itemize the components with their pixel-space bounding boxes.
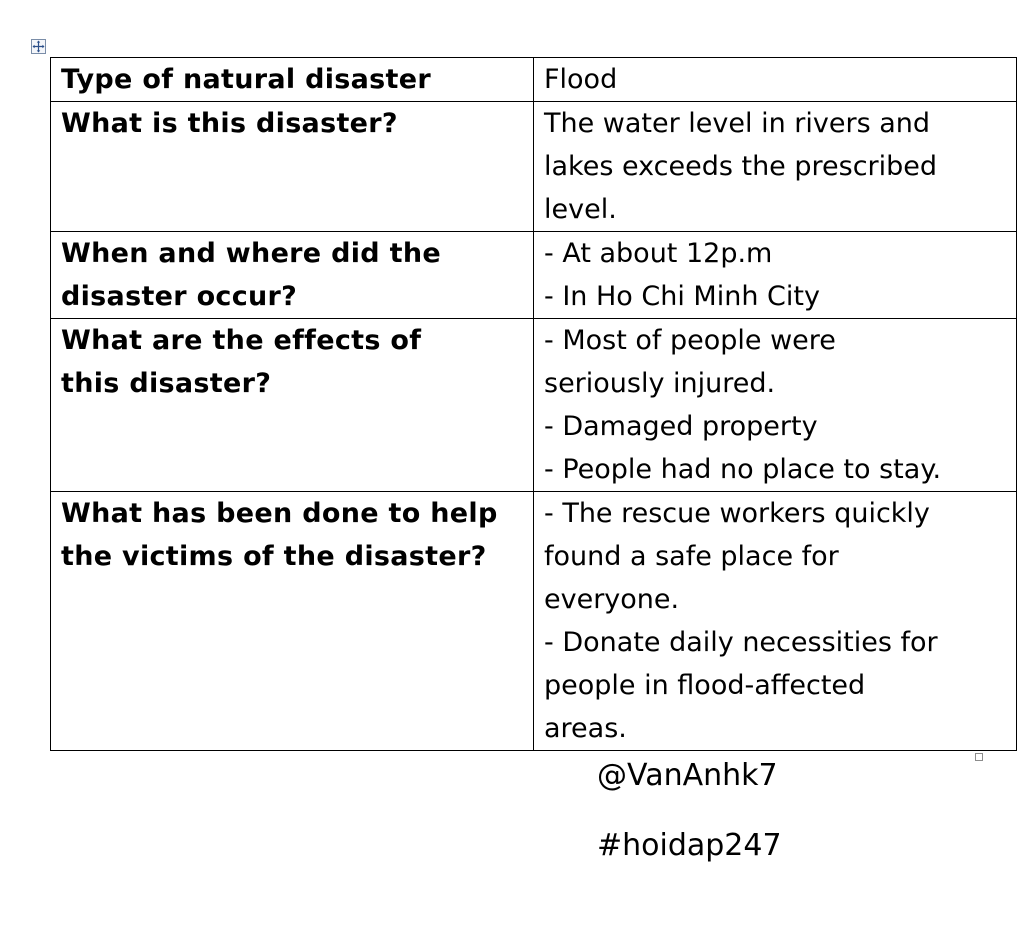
question-line: this disaster? xyxy=(61,368,272,399)
answer-line: level. xyxy=(544,194,617,225)
author-username: @VanAnhk7 xyxy=(597,758,778,793)
question-line: What are the effects of xyxy=(61,325,422,356)
answer-line: - Damaged property xyxy=(544,411,818,442)
answer-cell-help[interactable] xyxy=(534,492,1017,751)
question-line: What has been done to help xyxy=(61,498,498,529)
answer-cell-type[interactable] xyxy=(534,58,1017,102)
answer-line: - People had no place to stay. xyxy=(544,454,942,485)
table-row xyxy=(51,232,1017,319)
answer-line: people in flood-affected xyxy=(544,670,866,701)
answer-line: - In Ho Chi Minh City xyxy=(544,281,820,312)
answer-line: areas. xyxy=(544,713,627,744)
answer-line: Flood xyxy=(544,64,618,95)
answer-line: - Most of people were xyxy=(544,325,836,356)
question-line: What is this disaster? xyxy=(61,108,398,139)
question-line: When and where did the xyxy=(61,238,441,269)
answer-cell-effects[interactable] xyxy=(534,319,1017,492)
question-line: Type of natural disaster xyxy=(61,64,431,95)
answer-line: The water level in rivers and xyxy=(544,108,931,139)
question-line: the victims of the disaster? xyxy=(61,541,487,572)
answer-line: - Donate daily necessities for xyxy=(544,627,938,658)
table-row xyxy=(51,58,1017,102)
question-line: disaster occur? xyxy=(61,281,298,312)
answer-line: found a safe place for xyxy=(544,541,839,572)
table-row xyxy=(51,492,1017,751)
question-cell-type[interactable] xyxy=(51,58,534,102)
answer-line: - The rescue workers quickly xyxy=(544,498,930,529)
table-row xyxy=(51,102,1017,232)
table-resize-handle-icon[interactable] xyxy=(975,753,983,761)
answer-line: lakes exceeds the prescribed xyxy=(544,151,938,182)
answer-line: seriously injured. xyxy=(544,368,776,399)
table-move-handle-icon[interactable] xyxy=(31,39,46,54)
question-cell-what[interactable] xyxy=(51,102,534,232)
answer-line: everyone. xyxy=(544,584,680,615)
site-hashtag: #hoidap247 xyxy=(597,828,782,863)
question-cell-when-where[interactable] xyxy=(51,232,534,319)
question-cell-help[interactable] xyxy=(51,492,534,751)
answer-cell-when-where[interactable] xyxy=(534,232,1017,319)
question-cell-effects[interactable] xyxy=(51,319,534,492)
answer-line: - At about 12p.m xyxy=(544,238,773,269)
answer-cell-what[interactable] xyxy=(534,102,1017,232)
table-row xyxy=(51,319,1017,492)
disaster-table xyxy=(50,57,1017,751)
